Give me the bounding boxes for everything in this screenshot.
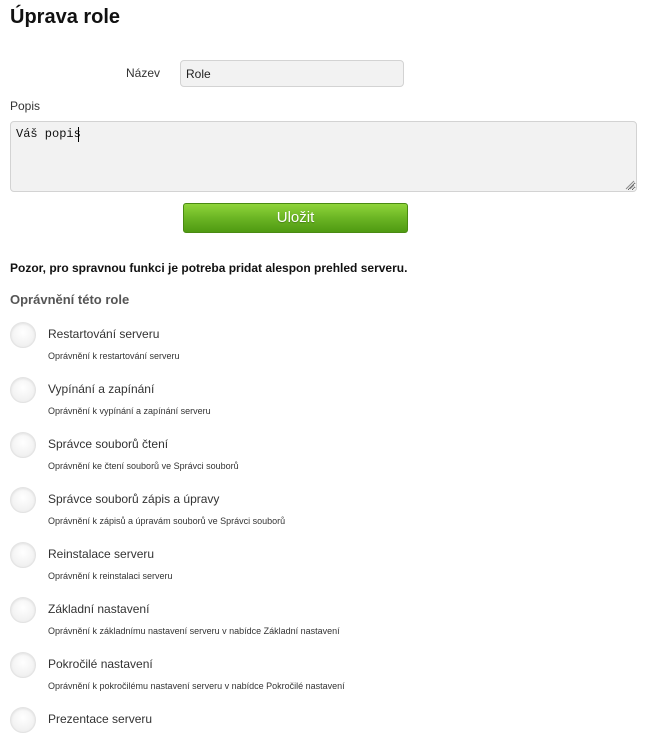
permission-item <box>10 597 630 647</box>
permission-description: Oprávnění k restartování serveru <box>48 351 180 361</box>
permission-description: Oprávnění k vypínání a zapínání serveru <box>48 406 211 416</box>
permission-toggle[interactable] <box>10 377 36 403</box>
permission-item <box>10 542 630 592</box>
name-label: Název <box>126 66 161 80</box>
permission-toggle[interactable] <box>10 432 36 458</box>
permission-item <box>10 652 630 702</box>
save-button[interactable]: Uložit <box>183 203 408 233</box>
permission-item <box>10 322 630 372</box>
name-input[interactable] <box>180 60 404 87</box>
permission-toggle[interactable] <box>10 652 36 678</box>
text-caret <box>78 127 79 142</box>
permission-description: Oprávnění k reinstalaci serveru <box>48 571 173 581</box>
permissions-heading: Oprávnění této role <box>10 292 130 307</box>
permission-toggle[interactable] <box>10 487 36 513</box>
permission-title: Vypínání a zapínání <box>48 382 155 396</box>
permission-title: Správce souborů čtení <box>48 437 169 451</box>
permission-title: Prezentace serveru <box>48 712 153 726</box>
resize-grip-icon[interactable] <box>625 180 635 190</box>
permission-item <box>10 707 630 734</box>
permission-item <box>10 377 630 427</box>
permission-toggle[interactable] <box>10 597 36 623</box>
permission-title: Reinstalace serveru <box>48 547 155 561</box>
permission-toggle[interactable] <box>10 707 36 733</box>
permission-item <box>10 432 630 482</box>
permission-title: Restartování serveru <box>48 327 160 341</box>
description-textarea[interactable] <box>10 121 637 192</box>
warning-message: Pozor, pro spravnou funkci je potreba pridat alespon prehled serveru. <box>10 261 408 275</box>
permission-title: Správce souborů zápis a úpravy <box>48 492 220 506</box>
description-label: Popis <box>10 99 41 113</box>
permission-description: Oprávnění ke čtení souborů ve Správci souborů <box>48 461 239 471</box>
permission-title: Základní nastavení <box>48 602 150 616</box>
permission-toggle[interactable] <box>10 542 36 568</box>
permission-title: Pokročilé nastavení <box>48 657 153 671</box>
permission-description: Oprávnění k zápisů a úpravám souborů ve Správci souborů <box>48 516 286 526</box>
page-title: Úprava role <box>10 6 121 28</box>
permission-description: Oprávnění k pokročilému nastavení serveru v nabídce Pokročilé nastavení <box>48 681 345 691</box>
permission-description: Oprávnění k základnímu nastavení serveru v nabídce Základní nastavení <box>48 626 340 636</box>
permission-toggle[interactable] <box>10 322 36 348</box>
permission-item <box>10 487 630 537</box>
